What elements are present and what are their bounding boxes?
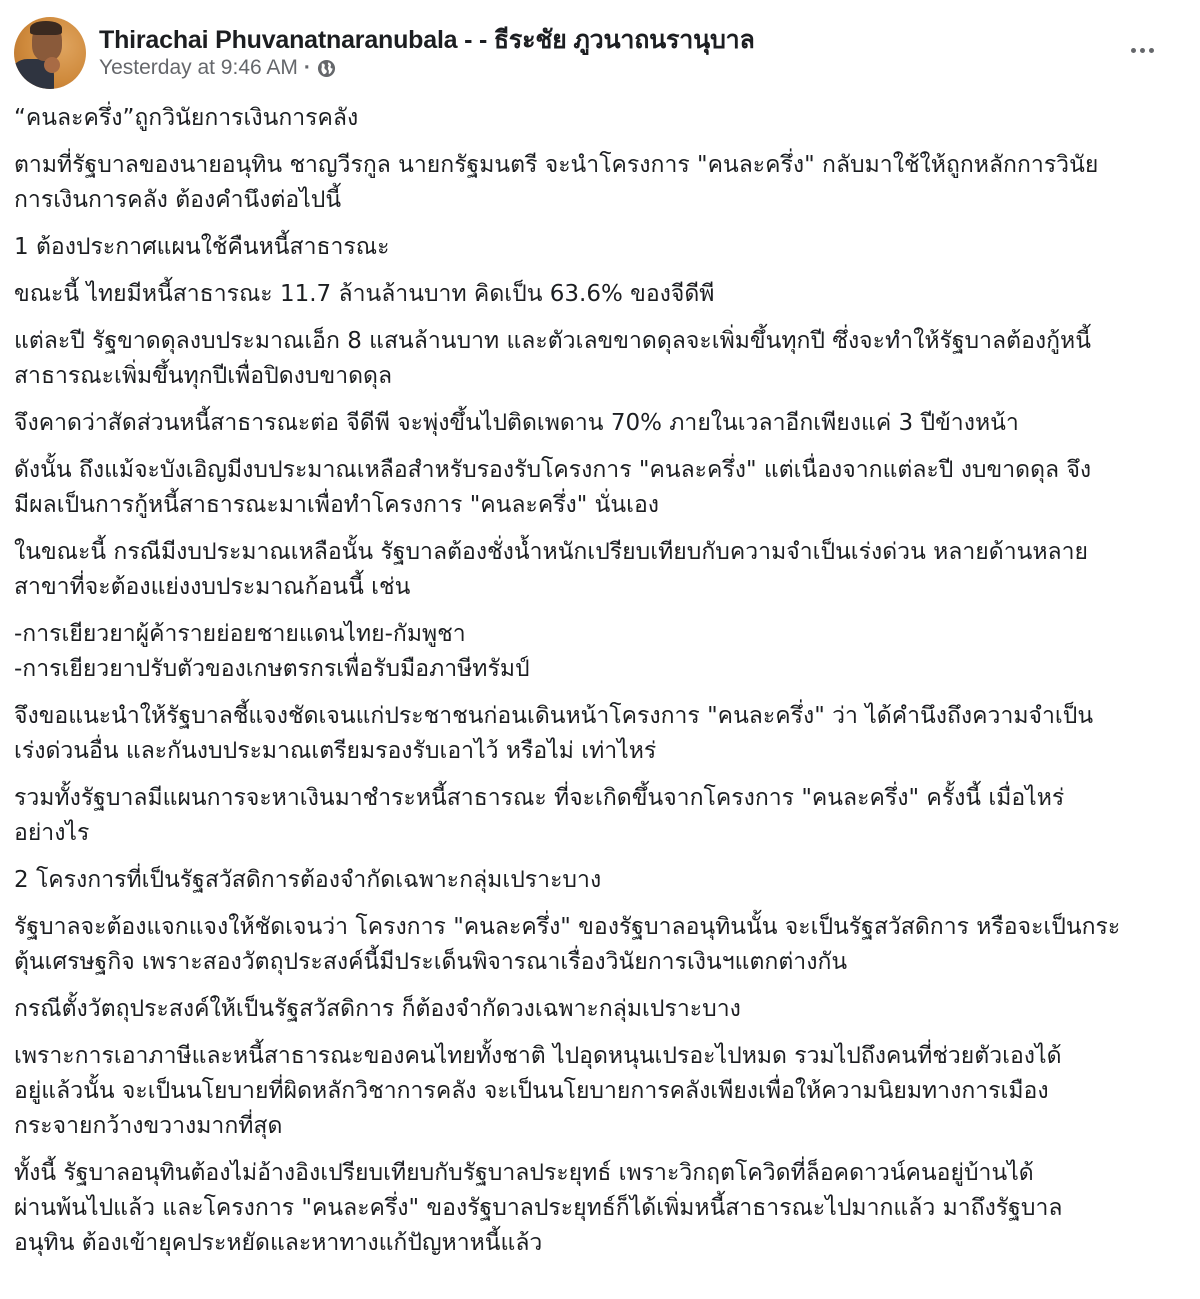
paragraph-deficit — [14, 324, 1186, 394]
paragraph-repayment-plan — [14, 781, 1186, 851]
paragraph-line: ตุ้นเศรษฐกิจ เพราะสองวัตถุประสงค์นี้มีประเด็นพิจารณาเรื่องวินัยการเงินฯแตกต่างกัน — [14, 949, 848, 975]
more-options-icon-dot — [1131, 48, 1136, 53]
paragraph-ceiling — [14, 406, 1186, 441]
bullet-item: -การเยียวยาปรับตัวของเกษตรกรเพื่อรับมือภาษีทรัมป์ — [14, 656, 530, 682]
paragraph-line: เร่งด่วนอื่น และกันงบประมาณเตรียมรองรับเอาไว้ หรือไม่ เท่าไหร่ — [14, 738, 657, 764]
post-title — [14, 101, 1186, 136]
paragraph-line: ดังนั้น ถึงแม้จะบังเอิญมีงบประมาณเหลือสำหรับรองรับโครงการ "คนละครึ่ง" แต่เนื่องจากแต่ละปี งบขาดดุล จึง — [14, 457, 1092, 483]
paragraph-line: ตามที่รัฐบาลของนายอนุทิน ชาญวีรกูล นายกรัฐมนตรี จะนำโครงการ "คนละครึ่ง" กลับมาใช้ให้ถูกหลักการวินัย — [14, 152, 1099, 178]
meta-separator: · — [303, 56, 311, 79]
paragraph-line: ในขณะนี้ กรณีมีงบประมาณเหลือนั้น รัฐบาลต้องชั่งน้ำหนักเปรียบเทียบกับความจำเป็นเร่งด่วน หลายด้านหลาย — [14, 539, 1089, 565]
avatar-hair-shape — [30, 21, 62, 35]
post-header — [0, 0, 1200, 100]
paragraph-line: 2 โครงการที่เป็นรัฐสวัสดิการต้องจำกัดเฉพาะกลุ่มเปราะบาง — [14, 867, 602, 893]
paragraph-line: จึงคาดว่าสัดส่วนหนี้สาธารณะต่อ จีดีพี จะพุ่งขึ้นไปติดเพดาน 70% ภายในเวลาอีกเพียงแค่ 3 ปีข้างหน้า — [14, 410, 1019, 436]
section-heading-2 — [14, 863, 1186, 898]
paragraph-line: จึงขอแนะนำให้รัฐบาลชี้แจงชัดเจนแก่ประชาชนก่อนเดินหน้าโครงการ "คนละครึ่ง" ว่า ได้คำนึงถึงความจำเป็น — [14, 703, 1094, 729]
paragraph-line: แต่ละปี รัฐขาดดุลงบประมาณเอ็ก 8 แสนล้านบาท และตัวเลขขาดดุลจะเพิ่มขึ้นทุกปี ซึ่งจะทำให้รัฐบาลต้องกู้หนี้ — [14, 328, 1091, 354]
paragraph-line: อยู่แล้วนั้น จะเป็นนโยบายที่ผิดหลักวิชาการคลัง จะเป็นนโยบายการคลังเพียงเพื่อให้ความนิยมทางการเมือง — [14, 1078, 1049, 1104]
paragraph-line: รวมทั้งรัฐบาลมีแผนการจะหาเงินมาชำระหนี้สาธารณะ ที่จะเกิดขึ้นจากโครงการ "คนละครึ่ง" ครั้งนี้ เมื่อไหร่ — [14, 785, 1065, 811]
post-timestamp[interactable]: Yesterday at 9:46 AM — [99, 56, 298, 79]
paragraph-borrowing — [14, 453, 1186, 523]
paragraph-intro — [14, 148, 1186, 218]
paragraph-line: รัฐบาลจะต้องแจกแจงให้ชัดเจนว่า โครงการ "คนละครึ่ง" ของรัฐบาลอนุทินนั้น จะเป็นรัฐสวัสดิการ หรือจะเป็นกระ — [14, 914, 1121, 940]
section-heading-1 — [14, 230, 1186, 265]
author-avatar[interactable] — [14, 17, 86, 89]
post-body — [14, 101, 1186, 1261]
paragraph-line: กระจายกว้างขวางมากที่สุด — [14, 1113, 283, 1139]
paragraph-line: ทั้งนี้ รัฐบาลอนุทินต้องไม่อ้างอิงเปรียบเทียบกับรัฐบาลประยุทธ์ เพราะวิกฤตโควิดที่ล็อคดาวน์คนอยู่บ้านได้ — [14, 1160, 1034, 1186]
paragraph-line: การเงินการคลัง ต้องคำนึงต่อไปนี้ — [14, 187, 342, 213]
paragraph-line: สาขาที่จะต้องแย่งงบประมาณก้อนนี้ เช่น — [14, 574, 411, 600]
globe-icon[interactable] — [317, 59, 336, 78]
paragraph-line: สาธารณะเพิ่มขึ้นทุกปีเพื่อปิดงบขาดดุล — [14, 363, 393, 389]
paragraph-conclusion — [14, 1156, 1186, 1261]
author-name-link[interactable]: Thirachai Phuvanatnaranubala - - ธีระชัย ภูวนาถนรานุบาล — [99, 26, 755, 54]
paragraph-debt-figure — [14, 277, 1186, 312]
paragraph-line: มีผลเป็นการกู้หนี้สาธารณะมาเพื่อทำโครงการ "คนละครึ่ง" นั่นเอง — [14, 492, 660, 518]
paragraph-line: ผ่านพ้นไปแล้ว และโครงการ "คนละครึ่ง" ของรัฐบาลประยุทธ์ก็ได้เพิ่มหนี้สาธารณะไปมากแล้ว มาถึงรัฐบาล — [14, 1195, 1063, 1221]
more-options-icon-dot — [1140, 48, 1145, 53]
paragraph-line: อนุทิน ต้องเข้ายุคประหยัดและหาทางแก้ปัญหาหนี้แล้ว — [14, 1230, 543, 1256]
bullet-item: -การเยียวยาผู้ค้ารายย่อยชายแดนไทย-กัมพูชา — [14, 621, 466, 647]
paragraph-fiscal-principle — [14, 1039, 1186, 1144]
avatar-hand-shape — [44, 57, 60, 73]
paragraph-line: 1 ต้องประกาศแผนใช้คืนหนี้สาธารณะ — [14, 234, 390, 260]
paragraph-line: ขณะนี้ ไทยมีหนี้สาธารณะ 11.7 ล้านล้านบาท คิดเป็น 63.6% ของจีดีพี — [14, 281, 715, 307]
paragraph-recommendation — [14, 699, 1186, 769]
paragraph-welfare-vs-stimulus — [14, 910, 1186, 980]
more-options-button[interactable] — [1122, 40, 1162, 60]
more-options-icon-dot — [1149, 48, 1154, 53]
paragraph-line: กรณีตั้งวัตถุประสงค์ให้เป็นรัฐสวัสดิการ ก็ต้องจำกัดวงเฉพาะกลุ่มเปราะบาง — [14, 996, 741, 1022]
paragraph-priorities — [14, 535, 1186, 605]
paragraph-line: อย่างไร — [14, 820, 90, 846]
bullet-list — [14, 617, 1186, 687]
paragraph-line: เพราะการเอาภาษีและหนี้สาธารณะของคนไทยทั้งชาติ ไปอุดหนุนเปรอะไปหมด รวมไปถึงคนที่ช่วยตัวเองได้ — [14, 1043, 1062, 1069]
paragraph-welfare-target — [14, 992, 1186, 1027]
paragraph-line: “คนละครึ่ง”ถูกวินัยการเงินการคลัง — [14, 105, 359, 131]
post-meta — [99, 56, 336, 80]
